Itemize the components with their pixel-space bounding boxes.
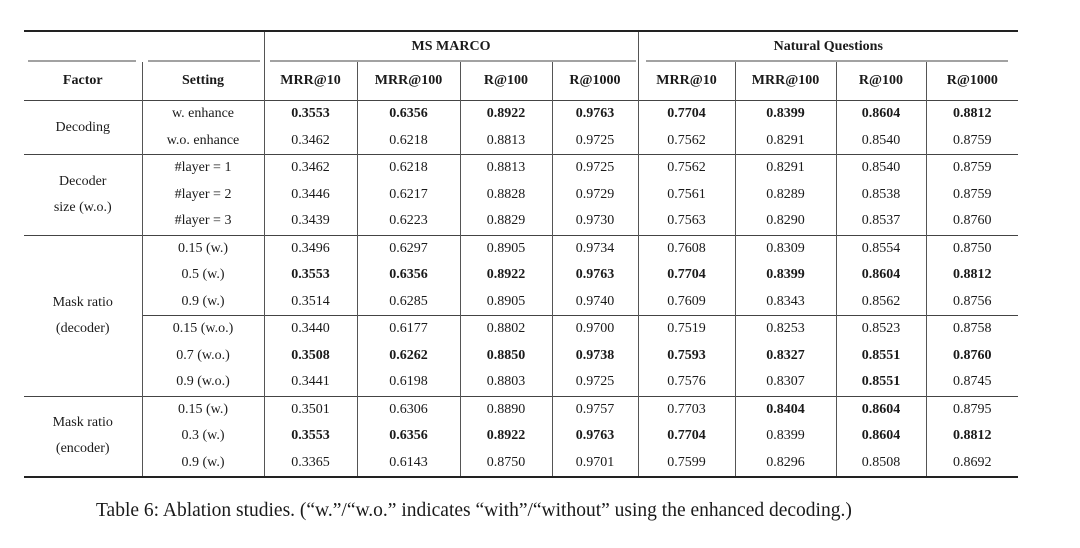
table-row	[24, 182, 1018, 209]
factor-label: Mask ratio	[52, 415, 113, 431]
value-cell: 0.8813	[460, 128, 552, 155]
header-group-natural-questions: Natural Questions	[773, 39, 883, 54]
value-cell: 0.7562	[638, 155, 735, 182]
value-cell: 0.3508	[264, 343, 357, 370]
value-cell: 0.3440	[264, 316, 357, 343]
value-cell: 0.8343	[735, 289, 836, 316]
table-row	[24, 396, 1018, 423]
setting-cell: 0.15 (w.)	[142, 396, 264, 423]
value-cell: 0.9725	[552, 155, 638, 182]
setting-cell: 0.7 (w.o.)	[142, 343, 264, 370]
setting-cell: w.o. enhance	[142, 128, 264, 155]
value-cell: 0.8253	[735, 316, 836, 343]
table-row	[24, 208, 1018, 235]
factor-label: (encoder)	[55, 441, 110, 457]
value-cell: 0.3553	[264, 262, 357, 289]
value-cell: 0.9763	[552, 262, 638, 289]
table-row	[24, 369, 1018, 396]
setting-cell: 0.9 (w.)	[142, 450, 264, 478]
value-cell: 0.8750	[953, 240, 992, 256]
value-cell: 0.8922	[460, 101, 552, 128]
table-body	[24, 101, 1018, 478]
value-cell: 0.6218	[357, 128, 460, 155]
value-cell: 0.8538	[836, 182, 926, 209]
value-cell: 0.8802	[460, 316, 552, 343]
value-cell: 0.3462	[264, 128, 357, 155]
factor-cell	[24, 101, 142, 155]
setting-cell: 0.3 (w.)	[142, 423, 264, 450]
value-cell: 0.8291	[735, 155, 836, 182]
value-cell: 0.8813	[460, 155, 552, 182]
value-cell: 0.9725	[552, 128, 638, 155]
value-cell: 0.8745	[953, 374, 992, 389]
value-cell: 0.3439	[264, 208, 357, 235]
value-cell: 0.7576	[638, 369, 735, 396]
table-row	[24, 343, 1018, 370]
value-cell: 0.8828	[460, 182, 552, 209]
value-cell: 0.8551	[836, 369, 926, 396]
header-metric: R@1000	[552, 62, 638, 101]
value-cell: 0.7562	[638, 128, 735, 155]
value-cell: 0.8291	[735, 128, 836, 155]
value-cell: 0.8554	[836, 235, 926, 262]
header-group-row	[24, 31, 1018, 62]
value-cell: 0.6262	[357, 343, 460, 370]
table-caption: Table 6: Ablation studies. (“w.”/“w.o.” indicates “with”/“without” using the enhanced decoding.)	[96, 500, 852, 521]
value-cell: 0.8508	[836, 450, 926, 478]
value-cell: 0.3446	[264, 182, 357, 209]
value-cell: 0.8922	[460, 423, 552, 450]
value-cell: 0.8399	[735, 262, 836, 289]
factor-cell	[24, 396, 142, 477]
table-row	[24, 262, 1018, 289]
value-cell: 0.8829	[460, 208, 552, 235]
header-setting: Setting	[142, 62, 264, 101]
header-group-ms-marco: MS MARCO	[264, 31, 638, 62]
value-cell: 0.3514	[264, 289, 357, 316]
header-metric: MRR@10	[264, 62, 357, 101]
value-cell: 0.8551	[836, 343, 926, 370]
table-row	[24, 289, 1018, 316]
value-cell: 0.6177	[357, 316, 460, 343]
header-metric: MRR@10	[638, 62, 735, 101]
value-cell: 0.9725	[552, 369, 638, 396]
value-cell: 0.9730	[552, 208, 638, 235]
value-cell: 0.7704	[638, 101, 735, 128]
value-cell: 0.3553	[264, 423, 357, 450]
value-cell: 0.9701	[552, 450, 638, 478]
factor-cell	[24, 235, 142, 396]
value-cell: 0.8812	[953, 267, 992, 282]
factor-label: size (w.o.)	[53, 199, 112, 215]
value-cell: 0.6217	[357, 182, 460, 209]
value-cell: 0.8540	[836, 155, 926, 182]
value-cell: 0.9729	[552, 182, 638, 209]
value-cell: 0.8795	[953, 401, 992, 417]
value-cell: 0.8537	[836, 208, 926, 235]
setting-cell: 0.9 (w.)	[142, 289, 264, 316]
setting-cell: #layer = 2	[142, 182, 264, 209]
factor-label: Mask ratio	[52, 294, 113, 310]
value-cell: 0.8399	[735, 101, 836, 128]
header-metric: R@1000	[946, 73, 998, 88]
table-row	[24, 128, 1018, 155]
value-cell: 0.6223	[357, 208, 460, 235]
value-cell: 0.7704	[638, 423, 735, 450]
value-cell: 0.8562	[836, 289, 926, 316]
value-cell: 0.8905	[460, 235, 552, 262]
header-empty-setting	[142, 31, 264, 62]
header-empty-factor	[24, 31, 142, 62]
setting-cell: 0.15 (w.)	[142, 235, 264, 262]
factor-label: Decoding	[55, 119, 110, 135]
value-cell: 0.9734	[552, 235, 638, 262]
value-cell: 0.8604	[836, 423, 926, 450]
value-cell: 0.7608	[638, 235, 735, 262]
value-cell: 0.8760	[953, 213, 992, 228]
value-cell: 0.3365	[264, 450, 357, 478]
header-metric: R@100	[460, 62, 552, 101]
value-cell: 0.8812	[953, 106, 992, 121]
value-cell: 0.7561	[638, 182, 735, 209]
value-cell: 0.6356	[357, 101, 460, 128]
value-cell: 0.8692	[953, 454, 992, 470]
factor-cell	[24, 155, 142, 236]
value-cell: 0.7593	[638, 343, 735, 370]
value-cell: 0.6143	[357, 450, 460, 478]
value-cell: 0.8890	[460, 396, 552, 423]
value-cell: 0.8759	[953, 186, 992, 202]
table-row	[24, 423, 1018, 450]
value-cell: 0.3496	[264, 235, 357, 262]
value-cell: 0.8307	[735, 369, 836, 396]
value-cell: 0.9757	[552, 396, 638, 423]
setting-cell: 0.9 (w.o.)	[142, 369, 264, 396]
value-cell: 0.8327	[735, 343, 836, 370]
setting-cell: 0.5 (w.)	[142, 262, 264, 289]
value-cell: 0.8604	[836, 262, 926, 289]
value-cell: 0.8756	[953, 293, 992, 309]
setting-cell: w. enhance	[142, 101, 264, 128]
value-cell: 0.8399	[735, 423, 836, 450]
value-cell: 0.6306	[357, 396, 460, 423]
value-cell: 0.8290	[735, 208, 836, 235]
value-cell: 0.8905	[460, 289, 552, 316]
value-cell: 0.6356	[357, 423, 460, 450]
value-cell: 0.7703	[638, 396, 735, 423]
value-cell: 0.7519	[638, 316, 735, 343]
table-row	[24, 235, 1018, 262]
value-cell: 0.6297	[357, 235, 460, 262]
value-cell: 0.8758	[926, 316, 1018, 343]
table-row	[24, 155, 1018, 182]
value-cell: 0.8922	[460, 262, 552, 289]
value-cell: 0.8759	[953, 160, 992, 175]
header-metric: R@100	[836, 62, 926, 101]
value-cell: 0.8404	[735, 396, 836, 423]
value-cell: 0.8309	[735, 235, 836, 262]
value-cell: 0.8803	[460, 369, 552, 396]
table-row	[24, 450, 1018, 478]
ablation-table-container	[24, 30, 1018, 478]
setting-cell: #layer = 1	[142, 155, 264, 182]
setting-cell: 0.15 (w.o.)	[142, 316, 264, 343]
value-cell: 0.7599	[638, 450, 735, 478]
value-cell: 0.6218	[357, 155, 460, 182]
value-cell: 0.7704	[638, 262, 735, 289]
value-cell: 0.7609	[638, 289, 735, 316]
table-row	[24, 316, 1018, 343]
header-metric: MRR@100	[357, 62, 460, 101]
value-cell: 0.8760	[953, 347, 992, 363]
value-cell: 0.3441	[264, 369, 357, 396]
factor-label: (decoder)	[55, 320, 110, 336]
value-cell: 0.9700	[552, 316, 638, 343]
value-cell: 0.8759	[953, 132, 992, 148]
value-cell: 0.8850	[460, 343, 552, 370]
table-row	[24, 101, 1018, 128]
value-cell: 0.8289	[735, 182, 836, 209]
value-cell: 0.6356	[357, 262, 460, 289]
header-metric: MRR@100	[735, 62, 836, 101]
value-cell: 0.8750	[460, 450, 552, 478]
setting-cell: #layer = 3	[142, 208, 264, 235]
value-cell: 0.9763	[552, 423, 638, 450]
value-cell: 0.9740	[552, 289, 638, 316]
value-cell: 0.8540	[836, 128, 926, 155]
value-cell: 0.8812	[953, 428, 992, 443]
value-cell: 0.9738	[552, 343, 638, 370]
value-cell: 0.8296	[735, 450, 836, 478]
value-cell: 0.7563	[638, 208, 735, 235]
value-cell: 0.6285	[357, 289, 460, 316]
value-cell: 0.3501	[264, 396, 357, 423]
value-cell: 0.8604	[836, 396, 926, 423]
header-factor: Factor	[24, 62, 142, 101]
value-cell: 0.9763	[552, 101, 638, 128]
value-cell: 0.3462	[264, 155, 357, 182]
value-cell: 0.3553	[264, 101, 357, 128]
value-cell: 0.8604	[836, 101, 926, 128]
ablation-table	[24, 30, 1018, 478]
header-metric-row	[24, 62, 1018, 101]
value-cell: 0.8523	[836, 316, 926, 343]
value-cell: 0.6198	[357, 369, 460, 396]
factor-label: Decoder	[59, 173, 107, 189]
